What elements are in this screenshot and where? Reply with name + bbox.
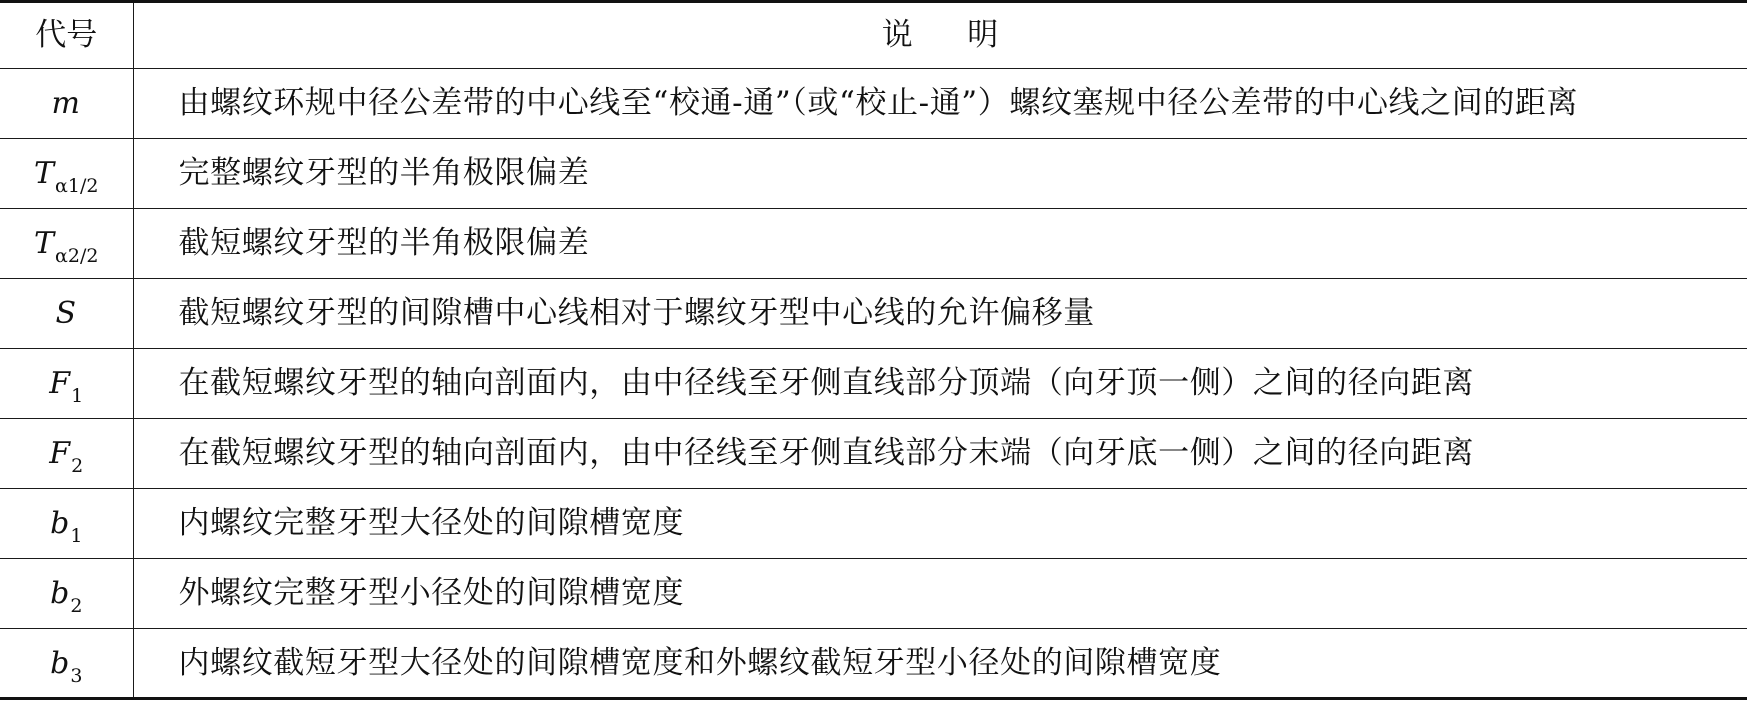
symbol-subscript: 1 (71, 385, 84, 407)
symbol-subscript: α1/2 (55, 175, 99, 197)
table-row (0, 559, 1747, 629)
symbol-subscript: 1 (70, 525, 83, 547)
symbol-cell (0, 209, 133, 279)
symbol-cell (0, 349, 133, 419)
symbol-subscript: 2 (71, 455, 84, 477)
table-row (0, 489, 1747, 559)
description-cell: 外螺纹完整牙型小径处的间隙槽宽度 (133, 559, 1747, 629)
description-cell: 在截短螺纹牙型的轴向剖面内，由中径线至牙侧直线部分顶端（向牙顶一侧）之间的径向距离 (133, 349, 1747, 419)
table-row (0, 629, 1747, 699)
header-description-part2: 明 (967, 17, 999, 53)
symbol (34, 156, 99, 197)
symbol-base: F (49, 366, 71, 401)
symbol-subscript: α2/2 (55, 245, 99, 267)
symbol-base: b (50, 576, 70, 611)
description-cell: 截短螺纹牙型的半角极限偏差 (133, 209, 1747, 279)
header-description (133, 2, 1747, 69)
table-row (0, 279, 1747, 349)
symbol-cell (0, 629, 133, 699)
description-cell: 由螺纹环规中径公差带的中心线至“校通-通”（或“校止-通”）螺纹塞规中径公差带的中心线之间的距离 (133, 69, 1747, 139)
symbol (49, 366, 84, 407)
symbol-subscript: 2 (70, 595, 83, 617)
description-cell: 截短螺纹牙型的间隙槽中心线相对于螺纹牙型中心线的允许偏移量 (133, 279, 1747, 349)
header-code: 代号 (0, 2, 133, 69)
symbol-base: b (50, 506, 70, 541)
header-description-part1: 说 (881, 17, 914, 53)
symbol (55, 296, 77, 331)
symbol-cell (0, 279, 133, 349)
description-cell: 内螺纹完整牙型大径处的间隙槽宽度 (133, 489, 1747, 559)
table-row (0, 209, 1747, 279)
symbol-cell (0, 419, 133, 489)
symbol (34, 226, 99, 267)
table-row (0, 139, 1747, 209)
description-cell: 在截短螺纹牙型的轴向剖面内，由中径线至牙侧直线部分末端（向牙底一侧）之间的径向距离 (133, 419, 1747, 489)
symbol-base: F (49, 436, 71, 471)
description-cell: 完整螺纹牙型的半角极限偏差 (133, 139, 1747, 209)
symbol-base: m (51, 86, 80, 121)
symbol (52, 86, 81, 121)
symbol-base: S (55, 296, 77, 331)
symbol-base: T (34, 156, 55, 191)
symbol-cell (0, 139, 133, 209)
symbol-subscript: 3 (70, 664, 83, 687)
table-row (0, 69, 1747, 139)
description-cell: 内螺纹截短牙型大径处的间隙槽宽度和外螺纹截短牙型小径处的间隙槽宽度 (133, 629, 1747, 699)
symbol-cell (0, 559, 133, 629)
symbol (49, 436, 84, 477)
symbol-base: b (50, 645, 70, 681)
table-row (0, 349, 1747, 419)
symbol-cell (0, 489, 133, 559)
symbol-base: T (34, 226, 55, 261)
symbol (50, 506, 83, 547)
table-row (0, 419, 1747, 489)
symbol (50, 576, 83, 617)
table-header-row (0, 2, 1747, 69)
symbol (50, 645, 83, 687)
symbol-cell (0, 69, 133, 139)
